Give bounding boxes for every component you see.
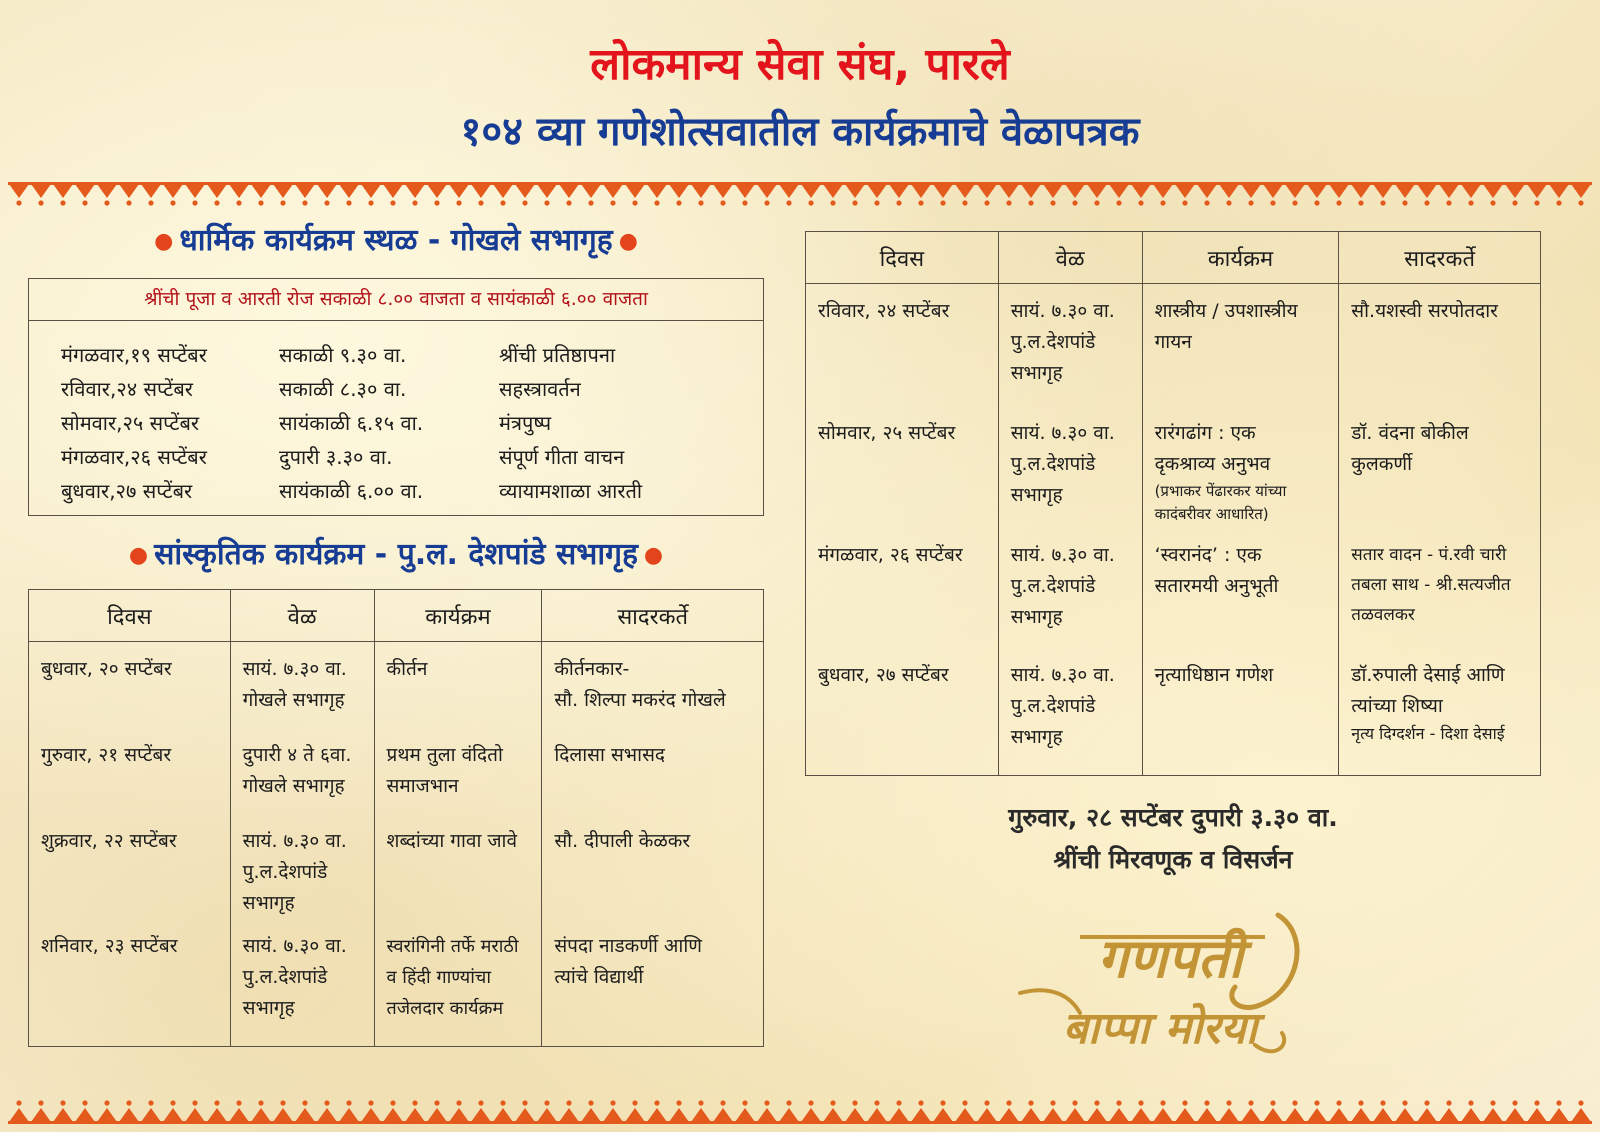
bullet-icon: ●: [154, 229, 174, 254]
program-cell: [1142, 284, 1339, 406]
performer-line: सौ. शिल्पा मकरंद गोखले: [554, 689, 726, 711]
religious-schedule-box: [28, 278, 764, 516]
column-header-program: कार्यक्रम: [1142, 232, 1339, 284]
immersion-date: गुरुवार, २८ सप्टेंबर दुपारी ३.३० वा.: [1008, 803, 1338, 832]
time-cell: [998, 406, 1142, 528]
top-border-decoration: [8, 182, 1592, 208]
column-header-performer: सादरकर्ते: [542, 590, 764, 642]
bullet-icon: ●: [128, 543, 149, 568]
venue-line: पु.ल.देशपांडे: [1010, 694, 1096, 717]
performer-line: सौ.यशस्वी सरपोतदार: [1351, 300, 1498, 322]
religious-day: बुधवार,२७ सप्टेंबर: [61, 479, 193, 503]
bullet-icon: ●: [643, 543, 664, 568]
venue-line: गोखले सभागृह: [242, 689, 345, 711]
time-line: सायं. ७.३० वा.: [242, 829, 347, 852]
time-line: सायं. ७.३० वा.: [1010, 421, 1115, 444]
time-line: सायं. ७.३० वा.: [242, 934, 347, 957]
cultural-schedule-table-continued: [805, 231, 1541, 776]
venue-line: सभागृह: [1010, 483, 1063, 506]
table-row: [29, 814, 764, 919]
performer-line: सतार वादन - पं.रवी चारी: [1351, 544, 1507, 565]
religious-event: श्रींची प्रतिष्ठापना: [499, 343, 616, 367]
venue-line: सभागृह: [1010, 725, 1063, 748]
program-line: तजेलदार कार्यक्रम: [386, 997, 504, 1019]
daily-aarti-note: श्रींची पूजा व आरती रोज सकाळी ८.०० वाजता व सायंकाळी ६.०० वाजता: [29, 279, 763, 321]
list-item: [29, 475, 763, 509]
table-row: [806, 648, 1541, 776]
performer-cell: [542, 728, 764, 814]
column-header-performer: सादरकर्ते: [1339, 232, 1541, 284]
program-line: गायन: [1154, 331, 1192, 353]
program-line: कीर्तन: [386, 658, 428, 680]
program-line: रारंगढांग : एक: [1154, 421, 1256, 444]
table-row: [806, 284, 1541, 406]
time-cell: [998, 528, 1142, 648]
program-cell: [374, 919, 542, 1047]
time-cell: [230, 728, 374, 814]
time-line: सायं. ७.३० वा.: [1010, 663, 1115, 686]
performer-cell: [542, 814, 764, 919]
day-cell: [29, 642, 231, 728]
religious-heading-text: धार्मिक कार्यक्रम स्थळ - गोखले सभागृह: [179, 223, 613, 258]
day-cell: [806, 528, 999, 648]
time-line: सायं. ७.३० वा.: [1010, 300, 1115, 322]
time-cell: [230, 814, 374, 919]
logo-text-line2: बाप्पा मोरया: [1062, 1003, 1258, 1054]
performer-line: दिलासा सभासद: [554, 743, 666, 766]
table-row: [29, 919, 764, 1047]
performer-line: कीर्तनकार-: [554, 658, 630, 680]
day-cell: [806, 648, 999, 776]
ganpati-bappa-morya-logo: [1010, 895, 1310, 1075]
religious-day: सोमवार,२५ सप्टेंबर: [61, 411, 200, 435]
day-text: मंगळवार, २६ सप्टेंबर: [818, 543, 963, 566]
venue-line: पु.ल.देशपांडे: [1010, 452, 1096, 475]
venue-line: पु.ल.देशपांडे: [242, 965, 328, 988]
religious-time: दुपारी ३.३० वा.: [279, 445, 393, 469]
program-line: शास्त्रीय / उपशास्त्रीय: [1154, 300, 1298, 322]
program-cell: [1142, 648, 1339, 776]
performer-line: कुलकर्णी: [1351, 452, 1413, 475]
performer-line: तबला साथ - श्री.सत्यजीत: [1351, 574, 1511, 595]
performer-note: नृत्य दिग्दर्शन - दिशा देसाई: [1351, 723, 1505, 743]
day-cell: [806, 406, 999, 528]
time-line: सायं. ७.३० वा.: [1010, 543, 1115, 566]
column-header-time: वेळ: [998, 232, 1142, 284]
performer-cell: [1339, 284, 1541, 406]
venue-line: गोखले सभागृह: [242, 774, 345, 797]
performer-cell: [542, 642, 764, 728]
religious-time: सकाळी ८.३० वा.: [279, 377, 407, 401]
program-cell: [374, 642, 542, 728]
venue-line: पु.ल.देशपांडे: [1010, 574, 1096, 597]
immersion-text: श्रींची मिरवणूक व विसर्जन: [1053, 845, 1293, 874]
religious-time: सायंकाळी ६.१५ वा.: [279, 411, 424, 435]
performer-cell: [1339, 528, 1541, 648]
table-row: [29, 642, 764, 728]
day-text: शुक्रवार, २२ सप्टेंबर: [41, 829, 177, 852]
table-row: [806, 528, 1541, 648]
list-item: [29, 339, 763, 373]
performer-line: डॉ. वंदना बोकील: [1351, 421, 1469, 444]
column-header-day: दिवस: [806, 232, 999, 284]
performer-line: तळवलकर: [1351, 604, 1415, 625]
column-header-program: कार्यक्रम: [374, 590, 542, 642]
day-text: बुधवार, २० सप्टेंबर: [41, 658, 172, 680]
religious-event: संपूर्ण गीता वाचन: [499, 445, 625, 469]
day-text: सोमवार, २५ सप्टेंबर: [818, 421, 956, 444]
venue-line: सभागृह: [1010, 362, 1063, 384]
performer-line: डॉ.रुपाली देसाई आणि: [1351, 663, 1505, 686]
venue-line: सभागृह: [1010, 605, 1063, 628]
program-line: ‘स्वरानंद’ : एक: [1154, 543, 1262, 566]
program-cell: [374, 814, 542, 919]
time-cell: [230, 919, 374, 1047]
performer-line: संपदा नाडकर्णी आणि: [554, 934, 703, 957]
program-note: (प्रभाकर पेंढारकर यांच्या कादंबरीवर आधारित): [1154, 481, 1287, 523]
list-item: [29, 373, 763, 407]
performer-line: त्यांचे विद्यार्थी: [554, 965, 644, 988]
religious-time: सायंकाळी ६.०० वा.: [279, 479, 424, 503]
program-line: दृकश्राव्य अनुभव: [1154, 452, 1271, 475]
venue-line: पु.ल.देशपांडे: [1010, 331, 1096, 353]
table-header-row: [29, 590, 764, 642]
religious-day: मंगळवार,२६ सप्टेंबर: [61, 445, 207, 469]
bullet-icon: ●: [618, 229, 638, 254]
time-line: दुपारी ४ ते ६वा.: [242, 743, 352, 766]
program-line: समाजभान: [386, 774, 459, 797]
performer-cell: [542, 919, 764, 1047]
column-header-time: वेळ: [230, 590, 374, 642]
venue-line: सभागृह: [242, 996, 295, 1019]
time-cell: [230, 642, 374, 728]
table-row: [29, 728, 764, 814]
program-line: शब्दांच्या गावा जावे: [386, 829, 518, 852]
religious-day: रविवार,२४ सप्टेंबर: [61, 377, 193, 401]
day-cell: [29, 919, 231, 1047]
program-cell: [1142, 528, 1339, 648]
day-text: गुरुवार, २१ सप्टेंबर: [41, 743, 172, 766]
list-item: [29, 441, 763, 475]
performer-cell: [1339, 406, 1541, 528]
religious-event: सहस्त्रावर्तन: [499, 377, 581, 401]
day-text: रविवार, २४ सप्टेंबर: [818, 300, 950, 322]
table-header-row: [806, 232, 1541, 284]
time-cell: [998, 648, 1142, 776]
venue-line: पु.ल.देशपांडे: [242, 860, 328, 883]
program-line: व हिंदी गाण्यांचा: [386, 966, 491, 988]
page-subtitle: १०४ व्या गणेशोत्सवातील कार्यक्रमाचे वेळापत्रक: [460, 109, 1140, 155]
religious-schedule-list: [29, 321, 763, 509]
day-cell: [29, 814, 231, 919]
religious-time: सकाळी ९.३० वा.: [279, 343, 407, 367]
program-line: नृत्याधिष्ठान गणेश: [1154, 663, 1274, 686]
list-item: [29, 407, 763, 441]
logo-text-line1: गणपती: [1097, 926, 1243, 990]
religious-day: मंगळवार,१९ सप्टेंबर: [61, 343, 207, 367]
venue-line: सभागृह: [242, 891, 295, 914]
program-line: प्रथम तुला वंदितो: [386, 743, 503, 766]
day-text: शनिवार, २३ सप्टेंबर: [41, 934, 178, 957]
program-cell: [1142, 406, 1339, 528]
day-cell: [806, 284, 999, 406]
time-cell: [998, 284, 1142, 406]
column-header-day: दिवस: [29, 590, 231, 642]
program-line: स्वरांगिनी तर्फे मराठी: [386, 935, 519, 957]
cultural-heading-text: सांस्कृतिक कार्यक्रम - पु.ल. देशपांडे सभागृह: [154, 537, 638, 572]
performer-line: सौ. दीपाली केळकर: [554, 829, 691, 852]
time-line: सायं. ७.३० वा.: [242, 658, 347, 680]
performer-cell: [1339, 648, 1541, 776]
table-row: [806, 406, 1541, 528]
cultural-schedule-table: [28, 589, 764, 1047]
cultural-section-heading: [28, 532, 764, 573]
religious-event: व्यायामशाळा आरती: [499, 479, 643, 503]
bottom-border-decoration: [8, 1098, 1592, 1124]
day-text: बुधवार, २७ सप्टेंबर: [818, 663, 949, 686]
performer-line: त्यांच्या शिष्या: [1351, 694, 1443, 717]
religious-section-heading: [28, 218, 764, 259]
program-line: सतारमयी अनुभूती: [1154, 574, 1279, 597]
page-title: लोकमान्य सेवा संघ, पारले: [590, 39, 1010, 90]
religious-event: मंत्रपुष्प: [499, 411, 552, 435]
program-cell: [374, 728, 542, 814]
immersion-notice: [805, 797, 1541, 881]
day-cell: [29, 728, 231, 814]
